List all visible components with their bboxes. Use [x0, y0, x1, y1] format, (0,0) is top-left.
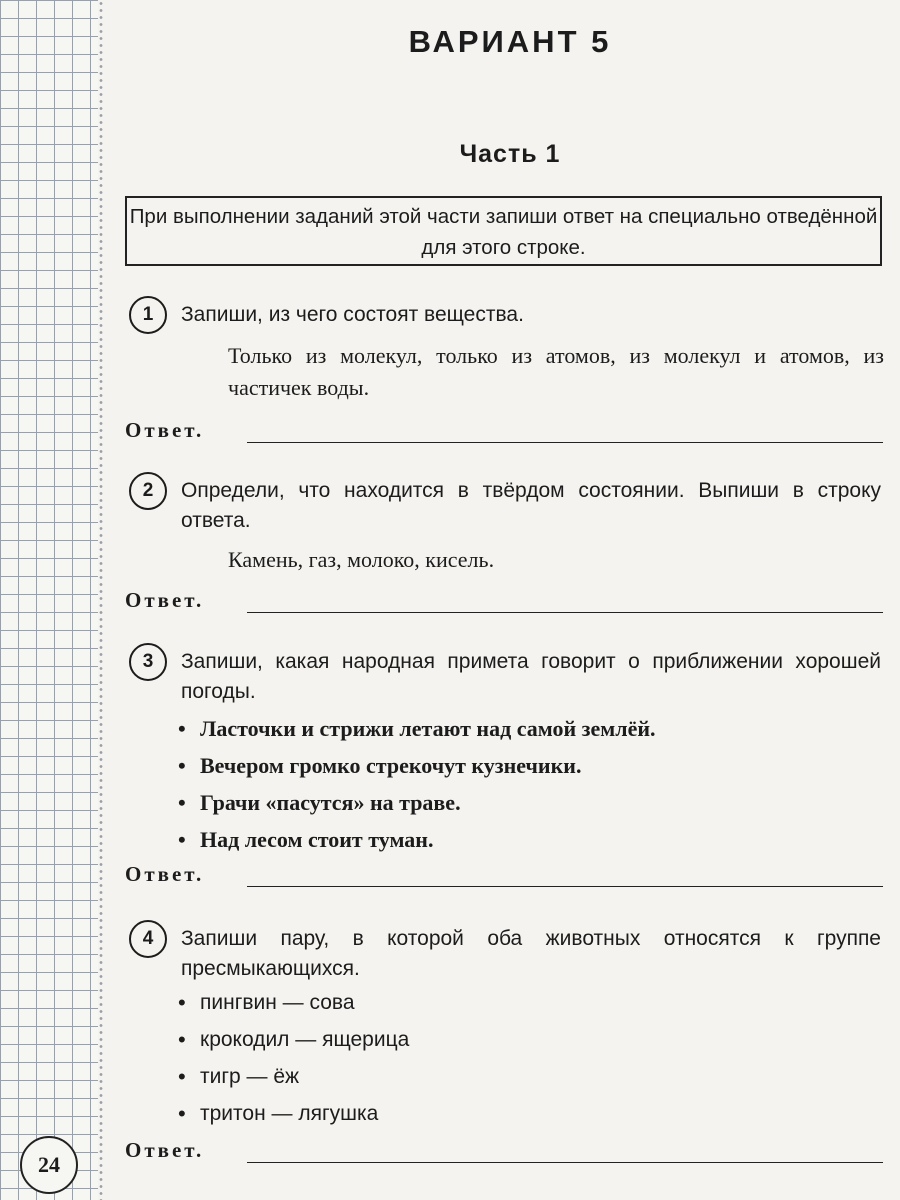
answer-label: Ответ. — [125, 418, 205, 442]
task-number-badge: 3 — [129, 643, 167, 681]
task-options-list — [178, 713, 898, 861]
task-number-badge: 2 — [129, 472, 167, 510]
answer-line-4[interactable] — [247, 1162, 883, 1163]
task-3 — [125, 643, 885, 853]
list-item: • Над лесом стоит туман. — [178, 824, 898, 861]
part-title: Часть 1 — [459, 140, 561, 168]
variant-title: ВАРИАНТ 5 — [408, 24, 612, 59]
task-question: Определи, что находится в твёрдом состоянии. Выпиши в строку ответа. — [181, 479, 881, 532]
list-item: • Грачи «пасутся» на траве. — [178, 787, 898, 824]
answer-row-1 — [125, 418, 883, 448]
answer-row-4 — [125, 1138, 883, 1168]
list-item: • Вечером громко стрекочут кузнечики. — [178, 750, 898, 787]
instruction-box: При выполнении заданий этой части запиши ответ на специально отведённой для этого строке. — [125, 196, 882, 266]
answer-label: Ответ. — [125, 588, 205, 612]
task-options: Только из молекул, только из атомов, из молекул и атомов, из частичек воды. — [228, 343, 884, 400]
answer-line-3[interactable] — [247, 886, 883, 887]
task-question: Запиши, из чего состоят вещества. — [181, 303, 524, 326]
task-number-badge: 1 — [129, 296, 167, 334]
list-item: • крокодил — ящерица — [178, 1025, 578, 1062]
list-item: • пингвин — сова — [178, 988, 578, 1025]
task-options-list — [178, 988, 578, 1136]
answer-label: Ответ. — [125, 1138, 205, 1162]
task-1 — [125, 296, 885, 406]
list-item: • тритон — лягушка — [178, 1099, 578, 1136]
answer-line-1[interactable] — [247, 442, 883, 443]
answer-label: Ответ. — [125, 862, 205, 886]
list-item: • Ласточки и стрижи летают над самой землёй. — [178, 713, 898, 750]
task-question: Запиши, какая народная примета говорит о приближении хорошей погоды. — [181, 650, 881, 703]
answer-row-2 — [125, 588, 883, 618]
answer-row-3 — [125, 862, 883, 892]
answer-line-2[interactable] — [247, 612, 883, 613]
task-number-badge: 4 — [129, 920, 167, 958]
page-number: 24 — [20, 1136, 78, 1194]
task-4 — [125, 920, 885, 1130]
task-question: Запиши пару, в которой оба животных относятся к группе пресмыкающихся. — [181, 927, 881, 980]
task-options: Камень, газ, молоко, кисель. — [228, 547, 495, 572]
list-item: • тигр — ёж — [178, 1062, 578, 1099]
task-2 — [125, 472, 885, 582]
